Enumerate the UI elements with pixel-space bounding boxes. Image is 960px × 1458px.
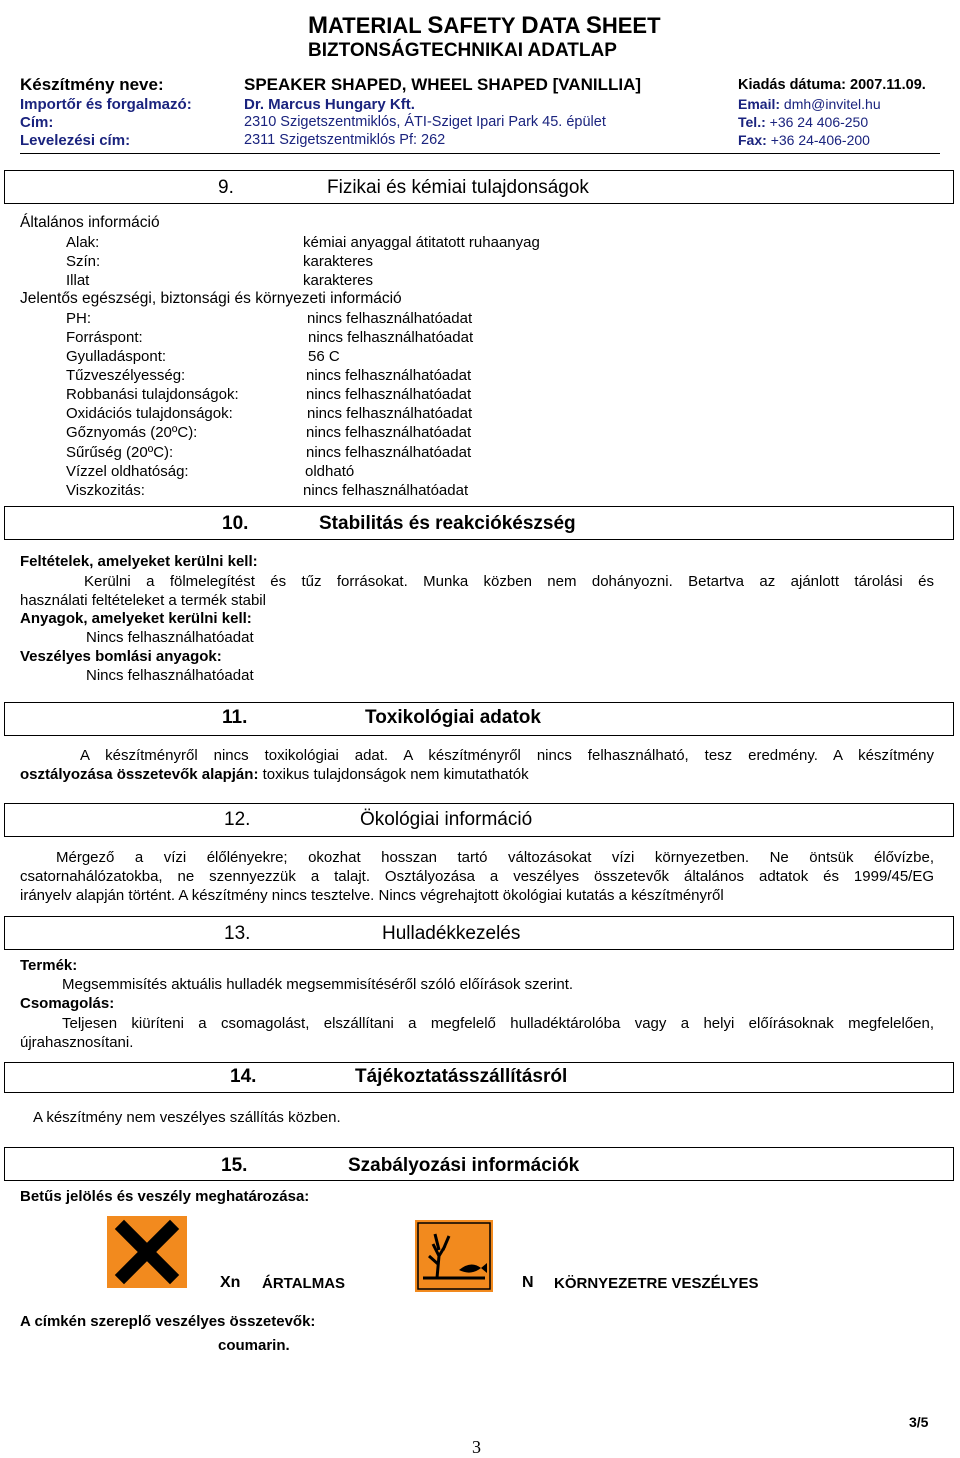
transport-text: A készítmény nem veszélyes szállítás közben. <box>33 1109 341 1126</box>
prop-label: Szín: <box>66 253 101 270</box>
waste-product-heading: Termék: <box>20 957 78 974</box>
section-9-number: 9. <box>218 177 234 198</box>
section-11-title: Toxikológiai adatok <box>365 707 541 728</box>
prop-value: nincs felhasználhatóadat <box>306 424 472 441</box>
avoid-conditions-text: Kerülni a fölmelegítést és tűz forrásokat. Munka közben nem dohányozni. Betartva az ajánlott tárolási és használati feltételeket a termék stabil <box>20 573 934 609</box>
avoid-conditions-heading: Feltételek, amelyeket kerülni kell: <box>20 553 258 570</box>
dead-tree-fish-icon <box>415 1220 493 1292</box>
section-15-title: Szabályozási információk <box>348 1155 580 1176</box>
header-phone: Tel.: +36 24 406-250 <box>738 114 869 130</box>
label-components-heading: A címkén szereplő veszélyes összetevők: <box>20 1313 316 1330</box>
doc-subtitle: BIZTONSÁGTECHNIKAI ADATLAP <box>308 40 617 61</box>
hazard-symbols-heading: Betűs jelölés és veszély meghatározása: <box>20 1188 310 1205</box>
section-10-number: 10. <box>222 513 249 534</box>
header-value-importer: Dr. Marcus Hungary Kft. <box>244 96 415 113</box>
prop-label: Viszkozitás: <box>66 482 145 499</box>
prop-value: nincs felhasználhatóadat <box>307 310 473 327</box>
prop-label: Robbanási tulajdonságok: <box>66 386 239 403</box>
decomposition-heading: Veszélyes bomlási anyagok: <box>20 648 222 665</box>
prop-label: Sűrűség (20ºC): <box>66 444 174 461</box>
section-13-number: 13. <box>224 923 251 944</box>
symbol-xn-code: Xn <box>220 1274 241 1291</box>
section-10-title: Stabilitás és reakciókészség <box>319 513 576 534</box>
waste-packaging-heading: Csomagolás: <box>20 995 115 1012</box>
toxicology-text: A készítményről nincs toxikológiai adat. A készítményről nincs felhasználható, tesz eredmény. A készítmény osztályozása összetevők alapján: toxikus tulajdonságok nem kimutathatók <box>20 747 934 783</box>
general-info-heading: Általános információ <box>20 214 160 231</box>
important-info-heading: Jelentős egészségi, biztonsági és környezeti információ <box>20 290 402 307</box>
header-value-mail-address: 2311 Szigetszentmiklós Pf: 262 <box>244 132 446 148</box>
prop-label: Illat <box>66 272 90 289</box>
header-label-product: Készítmény neve: <box>20 75 164 94</box>
waste-packaging-text: Teljesen kiüríteni a csomagolást, elszállítani a megfelelő hulladéktárolóba vagy a helyi előírásoknak megfelelően, újrahasznosítani. <box>20 1015 934 1051</box>
section-12-number: 12. <box>224 809 251 830</box>
waste-product-value: Megsemmisítés aktuális hulladék megsemmisítéséről szóló előírások szerint. <box>62 976 574 993</box>
prop-label: Forráspont: <box>66 329 143 346</box>
header-value-address: 2310 Szigetszentmiklós, ÁTI-Sziget Ipari Park 45. épület <box>244 114 606 130</box>
prop-label: PH: <box>66 310 92 327</box>
prop-label: Oxidációs tulajdonságok: <box>66 405 233 422</box>
prop-value: nincs felhasználhatóadat <box>306 444 472 461</box>
prop-value: nincs felhasználhatóadat <box>308 329 474 346</box>
prop-value: karakteres <box>303 253 374 270</box>
header-fax: Fax: +36 24-406-200 <box>738 132 870 148</box>
prop-value: nincs felhasználhatóadat <box>306 367 472 384</box>
prop-label: Vízzel oldhatóság: <box>66 463 189 480</box>
prop-value: nincs felhasználhatóadat <box>303 482 469 499</box>
prop-value: oldható <box>305 463 355 480</box>
header-label-address: Cím: <box>20 114 54 131</box>
header-value-product: SPEAKER SHAPED, WHEEL SHAPED [VANILLIA] <box>244 75 642 94</box>
section-12-title: Ökológiai információ <box>360 809 533 830</box>
symbol-xn-label: ÁRTALMAS <box>262 1275 346 1292</box>
prop-value: 56 C <box>308 348 340 365</box>
prop-label: Alak: <box>66 234 100 251</box>
prop-label: Gőznyomás (20ºC): <box>66 424 198 441</box>
prop-label: Tűzveszélyesség: <box>66 367 186 384</box>
section-13-title: Hulladékkezelés <box>382 923 521 944</box>
avoid-materials-heading: Anyagok, amelyeket kerülni kell: <box>20 610 252 627</box>
header-issue-date: Kiadás dátuma: 2007.11.09. <box>738 77 926 93</box>
label-components-value: coumarin. <box>218 1337 290 1354</box>
header-label-mail-address: Levelezési cím: <box>20 132 131 149</box>
prop-value: nincs felhasználhatóadat <box>306 386 472 403</box>
prop-value: kémiai anyaggal átitatott ruhaanyag <box>303 234 540 251</box>
symbol-n-label: KÖRNYEZETRE VESZÉLYES <box>554 1275 759 1292</box>
section-15-number: 15. <box>221 1155 248 1176</box>
harmful-cross-icon <box>107 1216 187 1288</box>
decomposition-value: Nincs felhasználhatóadat <box>86 667 254 684</box>
header-divider <box>20 153 940 154</box>
prop-value: karakteres <box>303 272 374 289</box>
header-label-importer: Importőr és forgalmazó: <box>20 96 192 113</box>
section-14-number: 14. <box>230 1066 257 1087</box>
header-email: Email: dmh@invitel.hu <box>738 96 881 112</box>
page-indicator: 3/5 <box>909 1414 929 1430</box>
ecology-text: Mérgező a vízi élőlényekre; okozhat hosszan tartó változásokat vízi környezetben. Ne öntsük élővízbe, csatornahálózatokba, ne szennyezzük a talajt. Osztályozása a veszélyes összetevők általános adtatok és 1999/45/EG irányelv alapján történt. A készítmény nincs tesztelve. Nincs végrehajtott ökológiai kutatás a készítményről <box>20 849 934 904</box>
avoid-materials-value: Nincs felhasználhatóadat <box>86 629 254 646</box>
page-number: 3 <box>472 1437 481 1457</box>
symbol-n-code: N <box>522 1274 534 1291</box>
doc-title: MATERIAL SAFETY DATA SHEET <box>308 12 661 39</box>
section-11-number: 11. <box>222 707 248 728</box>
section-9-title: Fizikai és kémiai tulajdonságok <box>327 177 589 198</box>
prop-label: Gyulladáspont: <box>66 348 167 365</box>
section-14-title: Tájékoztatásszállításról <box>355 1066 568 1087</box>
prop-value: nincs felhasználhatóadat <box>307 405 473 422</box>
